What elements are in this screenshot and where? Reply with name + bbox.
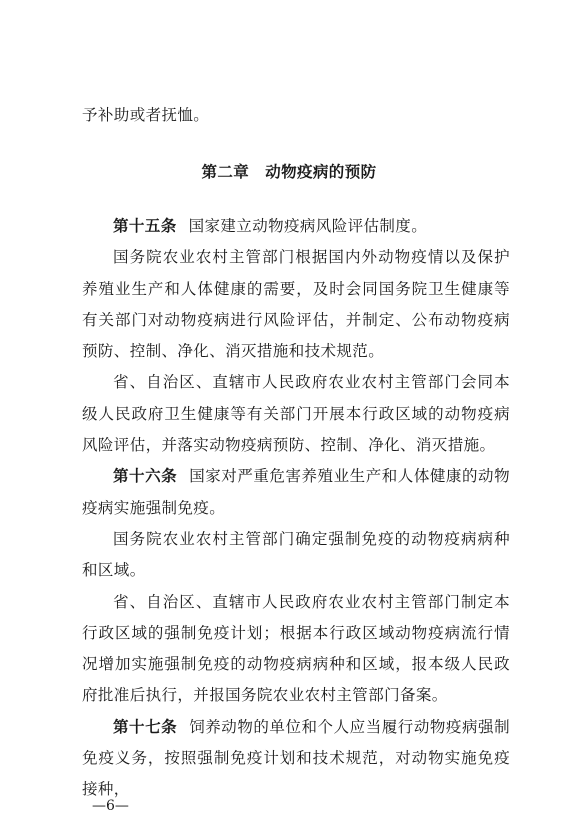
article-16-paragraph-2: 省、自治区、直辖市人民政府农业农村主管部门制定本行政区域的强制免疫计划；根据本行政区域动物疫病流行情况增加实施强制免疫的动物疫病病种和区域，报本级人民政府批准后执行，并报国务院农业农村主管部门备案。 xyxy=(82,592,510,705)
article-15-paragraph-1: 国务院农业农村主管部门根据国内外动物疫情以及保护养殖业生产和人体健康的需要，及时会同国务院卫生健康等有关部门对动物疫病进行风险评估，并制定、公布动物疫病预防、控制、净化、消灭措施和技术规范。 xyxy=(82,248,510,361)
articles-body xyxy=(82,211,510,806)
article-16-label: 第十六条 xyxy=(113,467,178,486)
article-17-heading xyxy=(82,712,510,806)
article-15-text: 国家建立动物疫病风险评估制度。 xyxy=(188,217,428,235)
article-16-paragraph-1: 国务院农业农村主管部门确定强制免疫的动物疫病病种和区域。 xyxy=(82,529,510,580)
chapter-number: 第二章 xyxy=(201,163,250,181)
continuation-paragraph xyxy=(82,100,510,131)
article-15-paragraph-2: 省、自治区、直辖市人民政府农业农村主管部门会同本级人民政府卫生健康等有关部门开展本行政区域的动物疫病风险评估，并落实动物疫病预防、控制、净化、消灭措施。 xyxy=(82,373,510,455)
article-15-label: 第十五条 xyxy=(113,217,177,235)
article-17-label: 第十七条 xyxy=(113,717,178,736)
article-15-heading xyxy=(82,211,510,242)
page-number: —6— xyxy=(92,798,129,814)
chapter-heading xyxy=(0,160,578,182)
article-16-text: 国家对严重危害养殖业生产和人体健康的动物疫病实施强制免疫。 xyxy=(82,467,510,517)
chapter-title: 动物疫病的预防 xyxy=(265,163,377,181)
article-17-text: 饲养动物的单位和个人应当履行动物疫病强制免疫义务，按照强制免疫计划和技术规范，对动物实施免疫接种， xyxy=(82,717,510,799)
article-16-heading xyxy=(82,461,510,524)
continuation-text: 予补助或者抚恤。 xyxy=(82,106,210,124)
